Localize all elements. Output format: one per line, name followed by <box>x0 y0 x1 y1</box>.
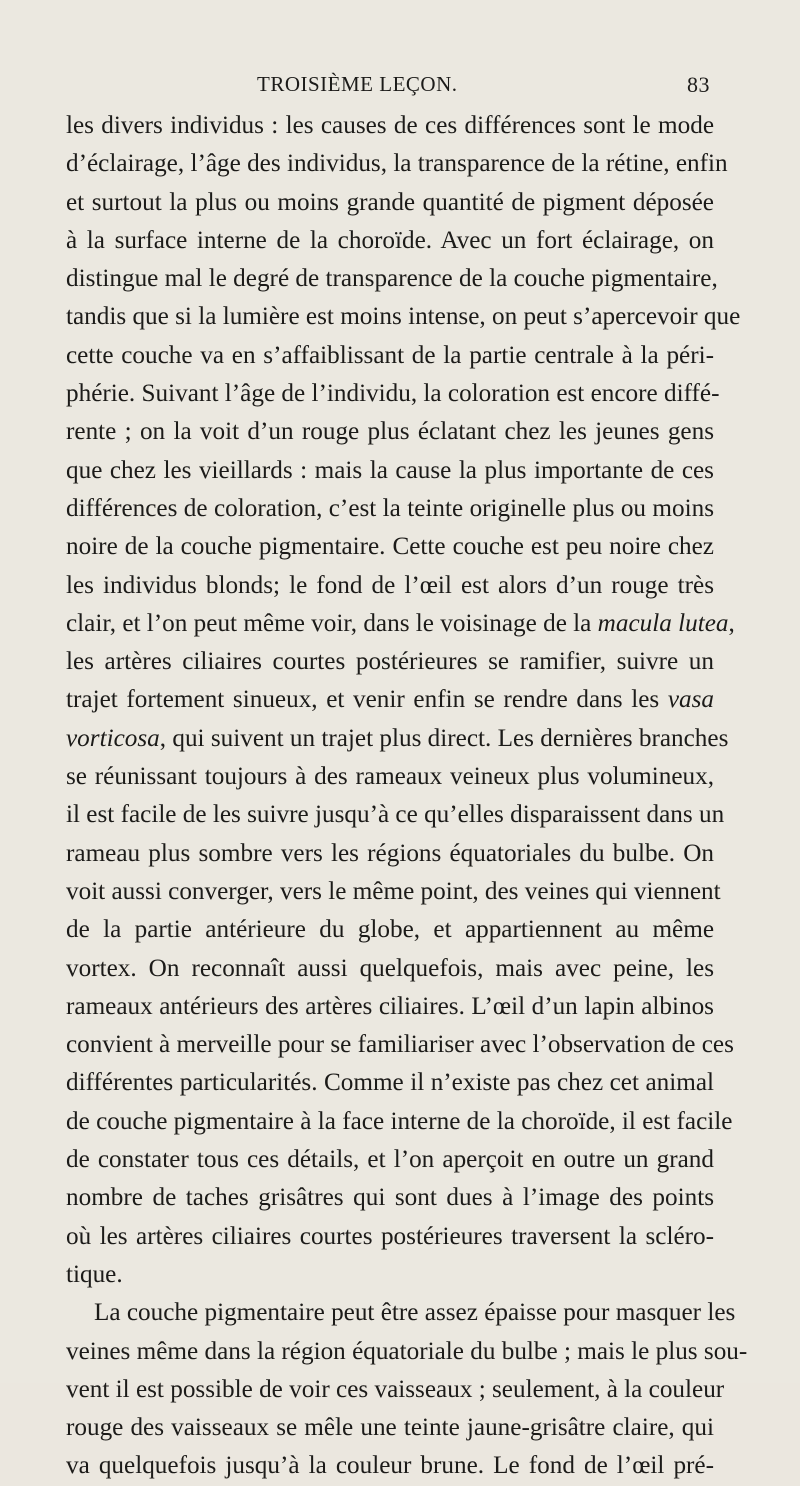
text-line: nombre de taches grisâtres qui sont dues à l’image des points <box>66 1184 714 1212</box>
text-line: rameaux antérieurs des artères ciliaires. L’œil d’un lapin albinos <box>66 992 714 1020</box>
text-line <box>66 643 714 681</box>
text-line: vent il est possible de voir ces vaisseaux ; seulement, à la couleur <box>66 1375 725 1403</box>
text-line <box>66 720 729 758</box>
text-line <box>66 681 714 719</box>
text-run: clair, et l’on peut même voir, dans le voisinage de la <box>66 609 598 637</box>
text-line: phérie. Suivant l’âge de l’individu, la coloration est encore diffé- <box>66 380 720 408</box>
text-line: cette couche va en s’affaiblissant de la partie centrale à la péri- <box>66 341 714 369</box>
text-line: de la partie antérieure du globe, et appartiennent au même <box>66 916 714 944</box>
text-line: différences de coloration, c’est la teinte originelle plus ou moins <box>66 494 714 522</box>
text-line: à la surface interne de la choroïde. Avec un fort éclairage, on <box>66 226 714 254</box>
text-line: rameau plus sombre vers les régions équatoriales du bulbe. On <box>66 839 714 867</box>
text-line: que chez les vieillards : mais la cause la plus importante de ces <box>66 456 714 484</box>
page-number: 83 <box>687 72 710 97</box>
text-line: distingue mal le degré de transparence de la couche pigmentaire, <box>66 265 718 293</box>
body-text <box>66 107 748 1486</box>
text-line: se réunissant toujours à des rameaux veineux plus volumineux, <box>66 763 714 791</box>
running-head: TROISIÈME LEÇON. <box>257 72 458 96</box>
text-line: d’éclairage, l’âge des individus, la transparence de la rétine, enfin <box>66 150 728 178</box>
text-line: rente ; on la voit d’un rouge plus éclatant chez les jeunes gens <box>66 418 714 446</box>
text-line <box>66 605 735 643</box>
text-line: La couche pigmentaire peut être assez épaisse pour masquer les <box>94 1299 736 1327</box>
italic-term: macula lutea <box>597 609 729 637</box>
italic-term: vorticosa <box>66 724 160 752</box>
text-line: rouge des vaisseaux se mêle une teinte jaune-grisâtre claire, qui <box>66 1414 714 1442</box>
text-line: tique. <box>66 1260 123 1288</box>
text-line: noire de la couche pigmentaire. Cette couche est peu noire chez <box>66 533 714 561</box>
text-line: veines même dans la région équatoriale du bulbe ; mais le plus sou- <box>66 1337 748 1365</box>
text-line: va quelquefois jusqu’à la couleur brune. Le fond de l’œil pré- <box>66 1452 714 1480</box>
text-line: convient à merveille pour se familiariser avec l’observation de ces <box>66 1031 734 1059</box>
text-line: de couche pigmentaire à la face interne de la choroïde, il est facile <box>66 1107 733 1135</box>
italic-term: vasa <box>667 686 714 714</box>
text-line: vortex. On reconnaît aussi quelquefois, mais avec peine, les <box>66 954 714 982</box>
text-line: et surtout la plus ou moins grande quantité de pigment déposée <box>66 188 714 216</box>
text-line: les individus blonds; le fond de l’œil est alors d’un rouge très <box>66 571 714 599</box>
text-line: tandis que si la lumière est moins intense, on peut s’apercevoir que <box>66 303 741 331</box>
text-line: les divers individus : les causes de ces différences sont le mode <box>66 112 714 139</box>
text-run: trajet fortement sinueux, et venir enfin se rendre dans les <box>66 686 668 714</box>
text-run: , qui suivent un trajet plus direct. Les dernières branches <box>159 724 729 752</box>
text-run: , <box>728 609 735 637</box>
text-line: il est facile de les suivre jusqu’à ce qu’elles disparaissent dans un <box>66 801 725 829</box>
text-line: voit aussi converger, vers le même point, des veines qui viennent <box>66 877 721 905</box>
text-line: différentes particularités. Comme il n’existe pas chez cet animal <box>66 1069 714 1097</box>
text-run: les artères ciliaires courtes postérieures se ramifier, suivre un <box>66 648 714 676</box>
text-line: de constater tous ces détails, et l’on aperçoit en outre un grand <box>66 1146 714 1174</box>
text-line: où les artères ciliaires courtes postérieures traversent la scléro- <box>66 1222 714 1250</box>
